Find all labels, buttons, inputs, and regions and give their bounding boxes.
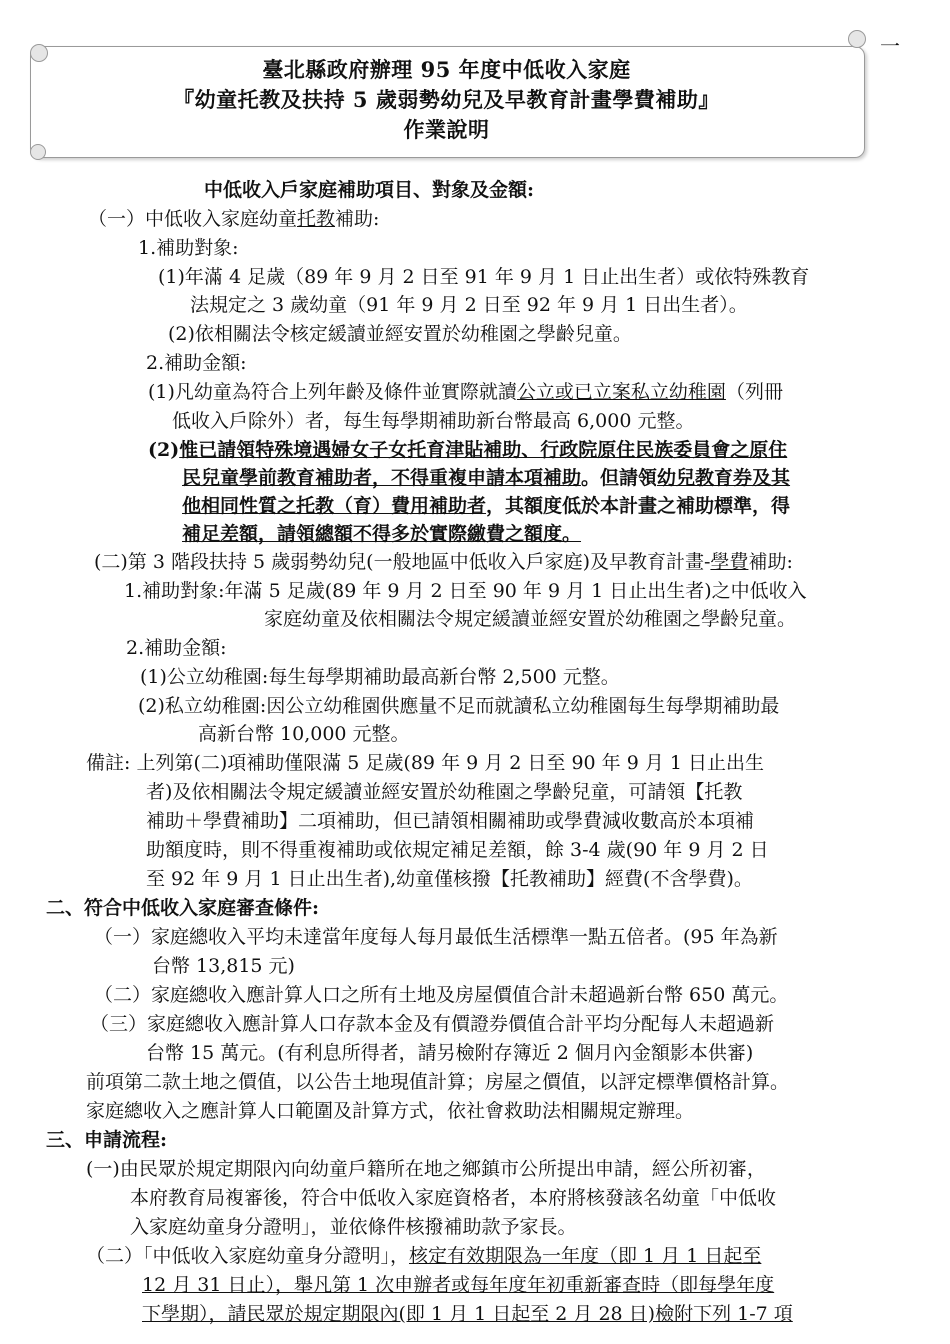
section2-item3-line1: （三）家庭總收入應計算人口存款本金及有價證券價值合計平均分配每人未超過新 bbox=[90, 1013, 775, 1035]
section1-b2-item2-line2: 高新台幣 10,000 元整。 bbox=[198, 723, 410, 745]
section1-b1-line2: 家庭幼童及依相關法令規定緩讀並經安置於幼稚園之學齡兒童。 bbox=[264, 608, 797, 630]
section1-b2-item2-line1: (2)私立幼稚園:因公立幼稚園供應量不足而就讀私立幼稚園每生每學期補助最 bbox=[138, 695, 780, 717]
note-line-1: 備註: 上列第(二)項補助僅限滿 5 足歲(89 年 9 月 2 日至 90 年 9 月 1 日止出生 bbox=[86, 752, 764, 774]
section1-a2-item2-line1: (2)惟已請領特殊境遇婦女子女托育津貼補助、行政院原住民族委員會之原住 bbox=[148, 439, 788, 461]
note-line-2: 者)及依相關法令規定緩讀並經安置於幼稚園之學齡兒童，可請領【托教 bbox=[146, 781, 743, 803]
section1-b-heading: (二)第 3 階段扶持 5 歲弱勢幼兒(一般地區中低收入戶家庭)及早教育計畫-學費補助: bbox=[94, 551, 793, 573]
section2-heading: 二、符合中低收入家庭審查條件: bbox=[46, 897, 320, 919]
section2-item1-line2: 台幣 13,815 元) bbox=[152, 955, 295, 977]
section1-a2-item2-line4: 補足差額，請領總額不得多於實際繳費之額度。 bbox=[182, 523, 582, 545]
page-number: 一 bbox=[880, 34, 900, 58]
section1-a1-item1-line1: (1)年滿 4 足歲（89 年 9 月 2 日至 91 年 9 月 1 日止出生者）或依特殊教育 bbox=[158, 266, 810, 288]
note-line-4: 助額度時，則不得重複補助或依規定補足差額，餘 3-4 歲(90 年 9 月 2 日 bbox=[146, 839, 769, 861]
section2-paragraph-1: 前項第二款土地之價值，以公告土地現值計算；房屋之價值，以評定標準價格計算。 bbox=[86, 1071, 790, 1093]
title-line-2: 『幼童托教及扶持 5 歲弱勢幼兒及早教育計畫學費補助』 bbox=[173, 87, 720, 112]
section2-item3-line2: 台幣 15 萬元。(有利息所得者，請另檢附存簿近 2 個月內金額影本供審) bbox=[146, 1042, 754, 1064]
scroll-curl-top-right bbox=[848, 30, 866, 48]
section1-a1-label: 1.補助對象: bbox=[138, 237, 239, 259]
title-line-1: 臺北縣政府辦理 95 年度中低收入家庭 bbox=[262, 57, 631, 82]
section1-a1-item1-line2: 法規定之 3 歲幼童（91 年 9 月 2 日至 92 年 9 月 1 日出生者）。 bbox=[190, 294, 748, 316]
section1-a-heading: （一）中低收入家庭幼童托教補助: bbox=[88, 208, 380, 230]
title-line-3: 作業說明 bbox=[403, 117, 490, 142]
section1-b2-item1: (1)公立幼稚園:每生每學期補助最高新台幣 2,500 元整。 bbox=[140, 666, 620, 688]
section3-heading: 三、申請流程: bbox=[46, 1129, 168, 1151]
section1-a2-item1-line2: 低收入戶除外）者，每生每學期補助新台幣最高 6,000 元整。 bbox=[172, 410, 695, 432]
section2-item1-line1: （一）家庭總收入平均未達當年度每人每月最低生活標準一點五倍者。(95 年為新 bbox=[94, 926, 778, 948]
note-line-3: 補助＋學費補助】二項補助，但已請領相關補助或學費減收數高於本項補 bbox=[146, 810, 755, 832]
section1-a2-item1-line1: (1)凡幼童為符合上列年齡及條件並實際就讀公立或已立案私立幼稚園（列冊 bbox=[148, 381, 783, 403]
section1-b1-line1: 1.補助對象:年滿 5 足歲(89 年 9 月 2 日至 90 年 9 月 1 日止出生者)之中低收入 bbox=[124, 580, 807, 602]
section3-item2-line1: （二）「中低收入家庭幼童身分證明」，核定有效期限為一年度（即 1 月 1 日起至 bbox=[86, 1245, 762, 1267]
section3-item1-line3: 入家庭幼童身分證明」，並依條件核撥補助款予家長。 bbox=[130, 1216, 577, 1238]
section3-item1-line1: (一)由民眾於規定期限內向幼童戶籍所在地之鄉鎮市公所提出申請，經公所初審， bbox=[86, 1158, 766, 1180]
section2-item2: （二）家庭總收入應計算人口之所有土地及房屋價值合計未超過新台幣 650 萬元。 bbox=[94, 984, 789, 1006]
section1-a2-item2-line2: 民兒童學前教育補助者，不得重複申請本項補助。但請領幼兒教育券及其 bbox=[182, 467, 791, 489]
scroll-curl-bottom-left bbox=[30, 144, 46, 160]
section1-b2-label: 2.補助金額: bbox=[126, 637, 227, 659]
section2-paragraph-2: 家庭總收入之應計算人口範圍及計算方式，依社會救助法相關規定辦理。 bbox=[86, 1100, 695, 1122]
section1-a2-item2-line3: 他相同性質之托教（育）費用補助者，其額度低於本計畫之補助標準，得 bbox=[182, 495, 791, 517]
section3-item2-line2: 12 月 31 日止），舉凡第 1 次申辦者或每年度年初重新審查時（即每學年度 bbox=[142, 1274, 775, 1296]
note-line-5: 至 92 年 9 月 1 日止出生者),幼童僅核撥【托教補助】經費(不含學費)。 bbox=[146, 868, 753, 890]
section1-a1-item2: (2)依相關法令核定緩讀並經安置於幼稚園之學齡兒童。 bbox=[168, 323, 632, 345]
section3-item1-line2: 本府教育局複審後，符合中低收入家庭資格者，本府將核發該名幼童「中低收 bbox=[130, 1187, 777, 1209]
section1-a2-label: 2.補助金額: bbox=[146, 352, 247, 374]
section3-item2-line3: 下學期），請民眾於規定期限內(即 1 月 1 日起至 2 月 28 日)檢附下列 1-7 項 bbox=[142, 1303, 793, 1325]
section1-heading: 中低收入戶家庭補助項目、對象及金額: bbox=[204, 179, 535, 201]
